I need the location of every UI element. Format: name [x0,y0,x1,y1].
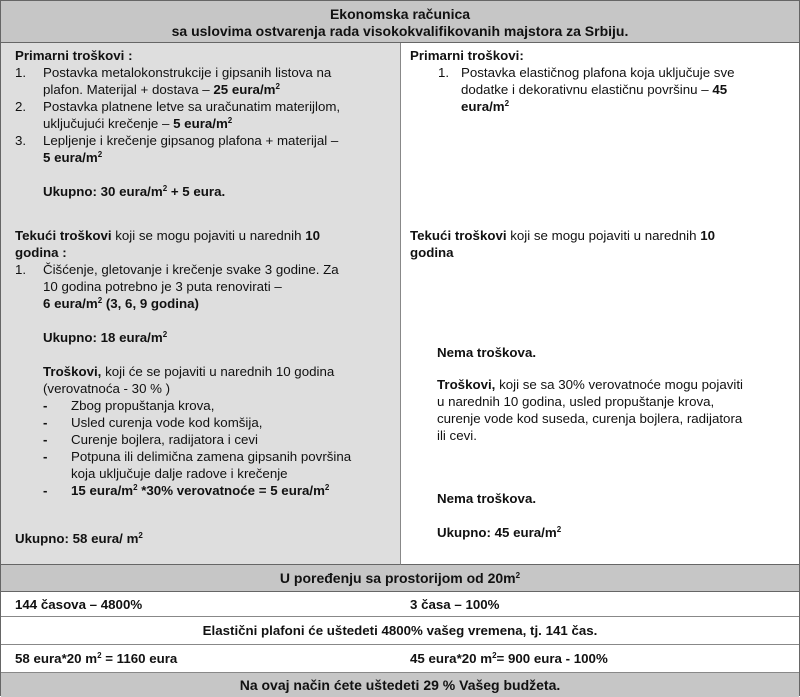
list-item-text: plafon. Materijal + dostava – 25 eura/$m^2$ [43,82,280,97]
gypsum-ceiling-column [1,43,401,565]
list-item-text: 5 eura/$m^2$ [43,150,103,165]
list-item-text: 6 eura/$m^2$ (3, 6, 9 godina) [43,296,199,311]
gypsum-time: 144 časova – 4800% [15,597,143,612]
risk-costs-heading: Troškovi, koji će se pojaviti u narednih 10 godina [43,364,335,379]
list-number: 1. [15,65,27,80]
budget-savings-footer: Na ovaj način ćete uštedeti 29 % Vašeg budžeta. [1,673,799,697]
no-costs-label: Nema troškova. [437,491,537,506]
list-number: 1. [15,262,27,277]
risk-calculation: 15 eura/$m^2$ *30% verovatnoće = 5 eura/$m^2$ [71,483,330,498]
risk-costs-heading: Troškovi, koji se sa 30% verovatnoće mogu pojaviti [437,377,743,392]
time-savings-text: Elastični plafoni će uštedeti 4800% vašeg vremena, tj. 141 čas. [202,623,598,638]
primary-total: Ukupno: 30 eura/$m^2 + 5$ eura. [43,184,226,199]
no-costs-label: Nema troškova. [437,345,537,360]
header-title: Ekonomska računica [329,6,471,22]
current-costs-heading-cont: godina : [15,245,67,260]
risk-item: Potpuna ili delimična zamena gipsanih površina [71,449,352,464]
list-item-text: uključujući krečenje – 5 eura/$m^2$ [43,116,233,131]
dash-bullet: - [43,432,48,447]
risk-item: Usled curenja vode kod komšija, [71,415,263,430]
list-number: 3. [15,133,27,148]
time-comparison-row [1,592,799,617]
gypsum-cost: 58 eura*20 $m^2 = 1160$ eura [15,651,178,666]
dash-bullet: - [43,398,48,413]
risk-item: koja uključuje dalje radove i krečenje [71,466,288,481]
risk-probability: (verovatnoća - 30 % ) [43,381,171,396]
current-costs-heading-cont: godina [410,245,454,260]
cost-comparison-row [1,645,799,673]
stretch-cost: 45 eura*20 $m^2= 900$ eura - 100% [410,651,608,666]
document-header [1,1,799,43]
stretch-ceiling-column [401,43,799,565]
dash-bullet: - [43,483,48,498]
risk-item: Curenje bojlera, radijatora i cevi [71,432,258,447]
list-item-text: eura/$m^2$ [461,99,510,114]
risk-description: curenje vode kod suseda, curenja bojlera, radijatora [437,411,743,426]
current-costs-heading: Tekući troškovi koji se mogu pojaviti u narednih 10 [410,228,716,243]
stretch-time: 3 časa – 100% [410,597,500,612]
comparison-heading: U poređenju sa prostorijom od $20m^2$ [1,565,799,592]
list-item-text: Postavka metalokonstrukcije i gipsanih listova na [43,65,332,80]
list-item-text: Postavka platnene letve sa uračunatim materijlom, [43,99,341,114]
dash-bullet: - [43,415,48,430]
current-total: Ukupno: 18 eura/$m^2$ [43,330,168,345]
risk-description: u narednih 10 godina, usled propuštanje krova, [437,394,715,409]
risk-item: Zbog propuštanja krova, [71,398,215,413]
time-savings-row [1,617,799,645]
list-number: 2. [15,99,27,114]
list-item-text: dodatke i dekorativnu elastičnu površinu – 45 [461,82,728,97]
list-item-text: Postavka elastičnog plafona koja uključuje sve [461,65,735,80]
list-item-text: Čišćenje, gletovanje i krečenje svake 3 godine. Za [43,262,339,277]
list-item-text: 10 godina potrebno je 3 puta renovirati – [43,279,282,294]
current-costs-heading: Tekući troškovi koji se mogu pojaviti u narednih 10 [15,228,321,243]
grand-total-left: Ukupno: 58 eura/ $m^2$ [15,531,143,546]
list-item-text: Lepljenje i krečenje gipsanog plafona + materijal – [43,133,339,148]
list-number: 1. [438,65,450,80]
grand-total-right: Ukupno: 45 eura/$m^2$ [437,525,562,540]
primary-costs-heading: Primarni troškovi: [410,48,524,63]
risk-description: ili cevi. [437,428,477,443]
header-subtitle: sa uslovima ostvarenja rada visokokvalifikovanih majstora za Srbiju. [171,23,629,39]
primary-costs-heading: Primarni troškovi : [15,48,133,63]
dash-bullet: - [43,449,48,464]
